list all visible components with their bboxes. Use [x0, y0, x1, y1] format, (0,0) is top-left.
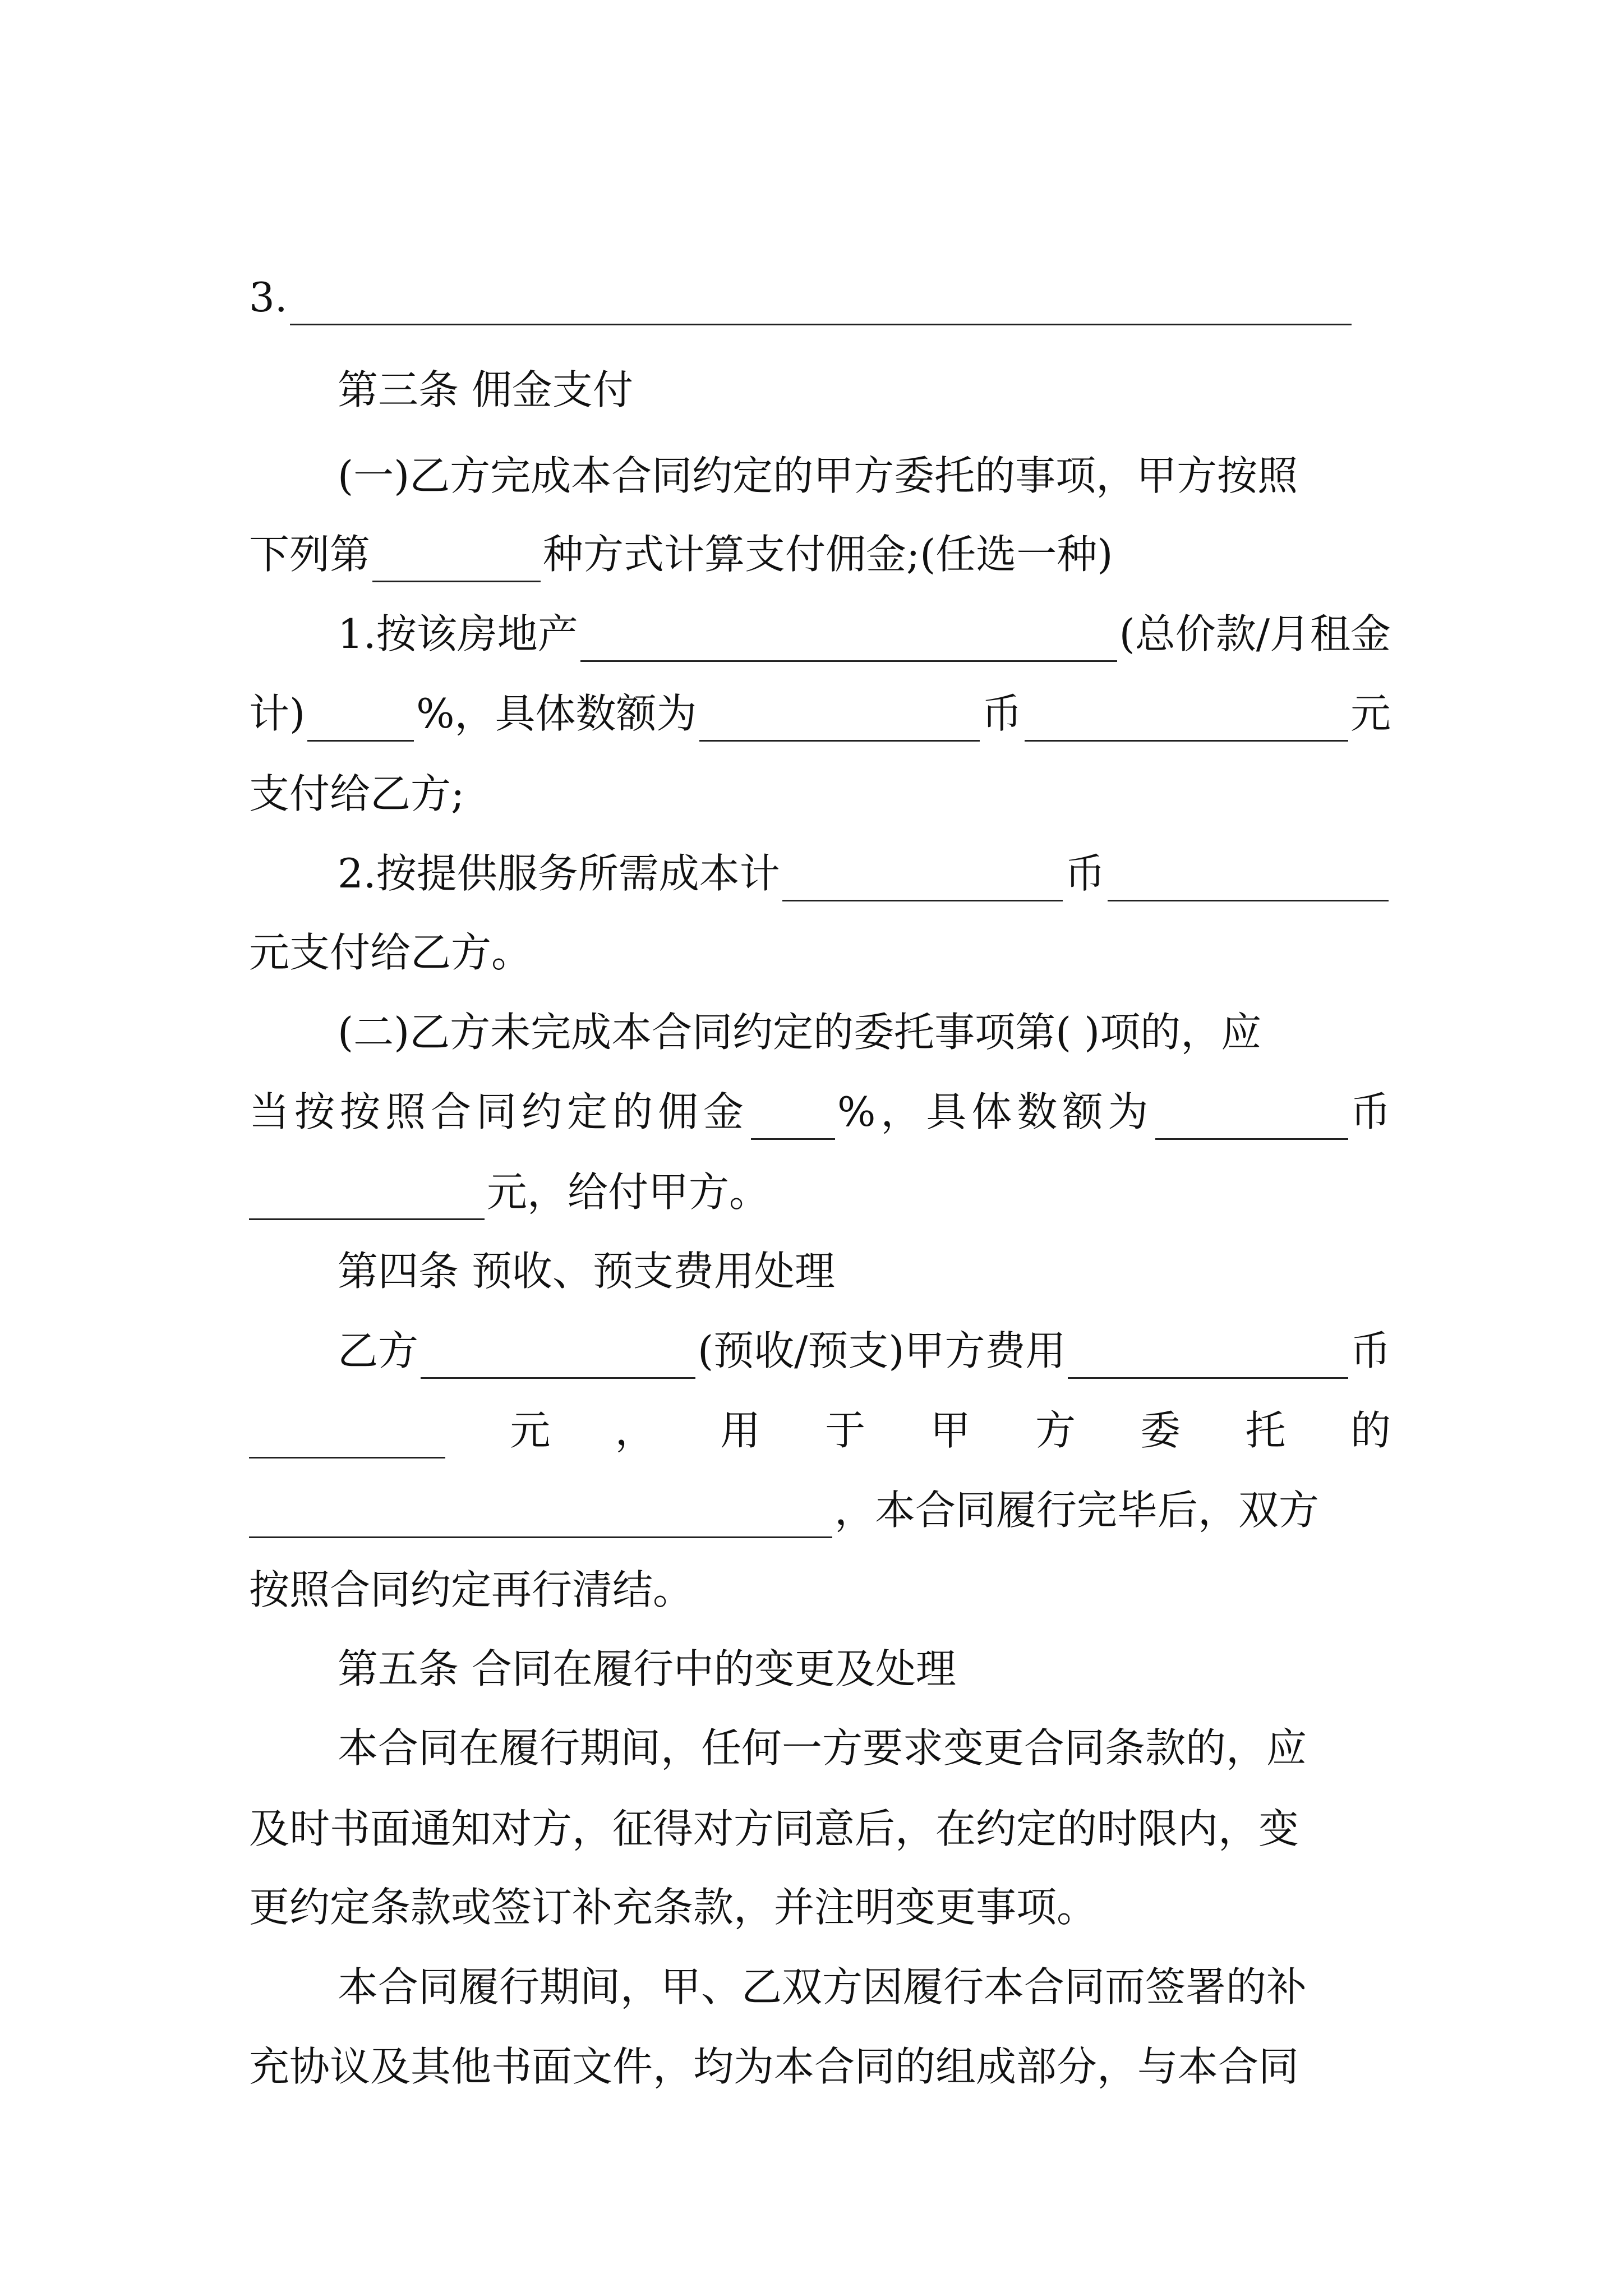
- a3-p1-line1-text: (一)乙方完成本合同约定的甲方委托的事项，甲方按照: [338, 452, 1298, 499]
- a3-item1-label: 1.按该房地产: [338, 610, 578, 657]
- a3-item1-price-type: (总价款/月租金: [1119, 610, 1391, 657]
- a3-item1-line3: [249, 766, 1391, 822]
- a3-item2-line2-text: 元支付给乙方。: [249, 929, 532, 976]
- fee-amount-blank: [249, 1416, 445, 1458]
- percent-blank-2: [751, 1098, 835, 1140]
- percent-blank-1: [307, 700, 414, 742]
- a3-item1-amount-label: %，具体数额为: [416, 690, 697, 737]
- a4-char: 元: [510, 1407, 551, 1454]
- a4-char: 的: [1350, 1407, 1391, 1454]
- yuan-label-1: 元: [1350, 690, 1391, 737]
- article-4-title-text: 第四条 预收、预支费用处理: [338, 1248, 835, 1295]
- article-5-title: [249, 1641, 1391, 1697]
- a3-item1-ji: 计): [249, 690, 306, 737]
- property-blank: [580, 620, 1117, 662]
- a3-p2-line3: [249, 1164, 1391, 1220]
- amount-blank-1: [1025, 700, 1348, 742]
- article-5-title-text: 第五条 合同在履行中的变更及处理: [338, 1645, 956, 1692]
- a3-p1-line1: [249, 448, 1391, 504]
- a3-item2-line2: [249, 924, 1391, 981]
- a5-p2-line2: [249, 2039, 1391, 2095]
- item-3-number: 3.: [249, 274, 288, 321]
- a3-p2-line3-text: 元，给付甲方。: [487, 1168, 770, 1216]
- cost-amount-blank: [1108, 859, 1389, 901]
- prepay-blank: [421, 1337, 695, 1379]
- currency-label-3: 币: [1350, 1088, 1391, 1135]
- method-number-blank: [372, 540, 541, 582]
- a4-char: 方: [1035, 1407, 1076, 1454]
- fee-currency-blank: [1068, 1337, 1348, 1379]
- a4-line1: [249, 1323, 1391, 1379]
- a4-char: 托: [1245, 1407, 1286, 1454]
- a3-item1-line2: [249, 685, 1391, 742]
- a4-line4-text: 按照合同约定再行清结。: [249, 1566, 694, 1613]
- a4-char: 于: [825, 1407, 866, 1454]
- a3-p1-line2-prefix: 下列第: [249, 531, 371, 578]
- a4-char: 甲: [930, 1407, 971, 1454]
- a4-line4: [249, 1562, 1391, 1618]
- a5-p2-line1: [249, 1959, 1391, 2015]
- a4-party-b: 乙方: [338, 1327, 419, 1374]
- a4-char: ，: [615, 1407, 656, 1454]
- a4-char: 用: [720, 1407, 760, 1454]
- currency-blank-2: [1155, 1098, 1348, 1140]
- a5-p1-line1-text: 本合同在履行期间，任何一方要求变更合同条款的，应: [338, 1724, 1307, 1772]
- a3-item2-line1: [249, 845, 1391, 901]
- currency-label-4: 币: [1350, 1327, 1391, 1374]
- a5-p1-line3: [249, 1879, 1391, 1935]
- a4-fee-label: (预收/预支)甲方费用: [698, 1327, 1066, 1374]
- a3-p2-amount-label: %，具体数额为: [837, 1088, 1154, 1135]
- a3-p2-line1-text: (二)乙方未完成本合同约定的委托事项第( )项的，应: [338, 1009, 1262, 1056]
- a5-p1-line3-text: 更约定条款或签订补充条款，并注明变更事项。: [249, 1884, 1098, 1931]
- cost-currency-blank: [782, 859, 1063, 901]
- a3-item2-label: 2.按提供服务所需成本计: [338, 850, 780, 897]
- a5-p2-line1-text: 本合同履行期间，甲、乙双方因履行本合同而签署的补: [338, 1963, 1307, 2010]
- a3-p2-line1: [249, 1004, 1391, 1060]
- a4-line3-text: ，本合同履行完毕后，双方: [834, 1487, 1320, 1534]
- a3-p1-line2-suffix: 种方式计算支付佣金;(任选一种): [543, 531, 1113, 578]
- a4-line3: [249, 1482, 1391, 1538]
- currency-label-1: 币: [981, 690, 1022, 737]
- currency-blank-1: [699, 700, 980, 742]
- a3-item1-line1: [249, 606, 1391, 662]
- a3-p2-line2: [249, 1084, 1391, 1140]
- item-3-blank: [290, 283, 1352, 325]
- article-4-title: [249, 1243, 1391, 1299]
- a5-p2-line2-text: 充协议及其他书面文件，均为本合同的组成部分，与本合同: [249, 2043, 1299, 2090]
- a5-p1-line2: [249, 1801, 1391, 1857]
- a4-char: 委: [1140, 1407, 1181, 1454]
- a3-item1-line3-text: 支付给乙方;: [249, 770, 465, 817]
- a5-p1-line2-text: 及时书面通知对方，征得对方同意后，在约定的时限内，变: [249, 1805, 1299, 1852]
- a3-p1-line2: [249, 526, 1391, 582]
- a3-p2-line2-prefix: 当按按照合同约定的佣金: [249, 1088, 749, 1135]
- a4-line2: [249, 1402, 1391, 1458]
- currency-label-2: 币: [1064, 850, 1105, 897]
- article-3-title: [249, 362, 1391, 418]
- article-3-title-text: 第三条 佣金支付: [338, 366, 633, 413]
- a5-p1-line1: [249, 1720, 1391, 1776]
- amount-blank-2: [249, 1178, 485, 1220]
- purpose-blank: [249, 1496, 832, 1538]
- item-3-line: [249, 269, 1391, 325]
